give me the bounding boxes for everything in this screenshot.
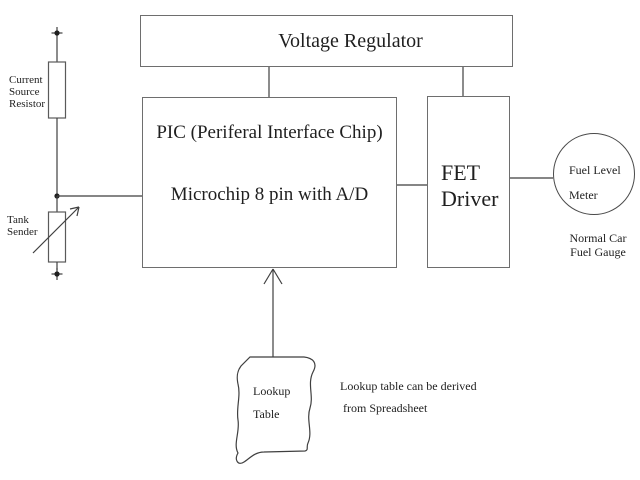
- lookup-note-line1: Lookup table can be derived: [340, 379, 477, 393]
- fuel-level-meter-label: [569, 158, 621, 208]
- fuel-level-meter-line1: Fuel Level: [569, 163, 621, 177]
- fuel-gauge-caption: [548, 231, 640, 259]
- pic-label-line2: Microchip 8 pin with A/D: [170, 184, 369, 205]
- fuel-level-meter-node: [553, 133, 635, 215]
- fuel-level-meter-line2: Meter: [569, 188, 598, 202]
- fuel-gauge-caption-line2: Fuel Gauge: [570, 245, 626, 259]
- csr-line2: Source: [9, 86, 40, 98]
- pic-block: [142, 97, 397, 268]
- lookup-note-line2: from Spreadsheet: [343, 401, 428, 415]
- supply-terminal-icon: [52, 27, 63, 40]
- lookup-table-label: [253, 380, 290, 426]
- csr-line1: Current: [9, 74, 43, 86]
- tank-sender-line1: Tank: [7, 214, 29, 226]
- voltage-regulator-label: Voltage Regulator: [278, 30, 423, 52]
- lookup-to-pic-arrow: [264, 269, 282, 357]
- pic-label-line1: PIC (Periferal Interface Chip): [156, 122, 383, 143]
- tank-sender-line2: Sender: [7, 226, 38, 238]
- fet-driver-label-line2: Driver: [441, 186, 499, 211]
- voltage-regulator-block: [140, 15, 513, 67]
- fet-driver-block: [427, 96, 510, 268]
- csr-line3: Resistor: [9, 98, 46, 110]
- lookup-note: [340, 375, 477, 419]
- fuel-gauge-caption-line1: Normal Car: [569, 231, 627, 245]
- current-source-resistor-symbol: [49, 62, 66, 118]
- ground-terminal-icon: [52, 268, 63, 280]
- lookup-table-line2: Table: [253, 407, 280, 421]
- fet-driver-label-line1: FET: [441, 160, 481, 185]
- fet-driver-label: [441, 160, 498, 212]
- current-source-resistor-label: [9, 74, 45, 110]
- tank-sender-resistor-symbol: [49, 212, 66, 262]
- tank-sender-label: [7, 214, 38, 238]
- lookup-table-line1: Lookup: [253, 384, 291, 398]
